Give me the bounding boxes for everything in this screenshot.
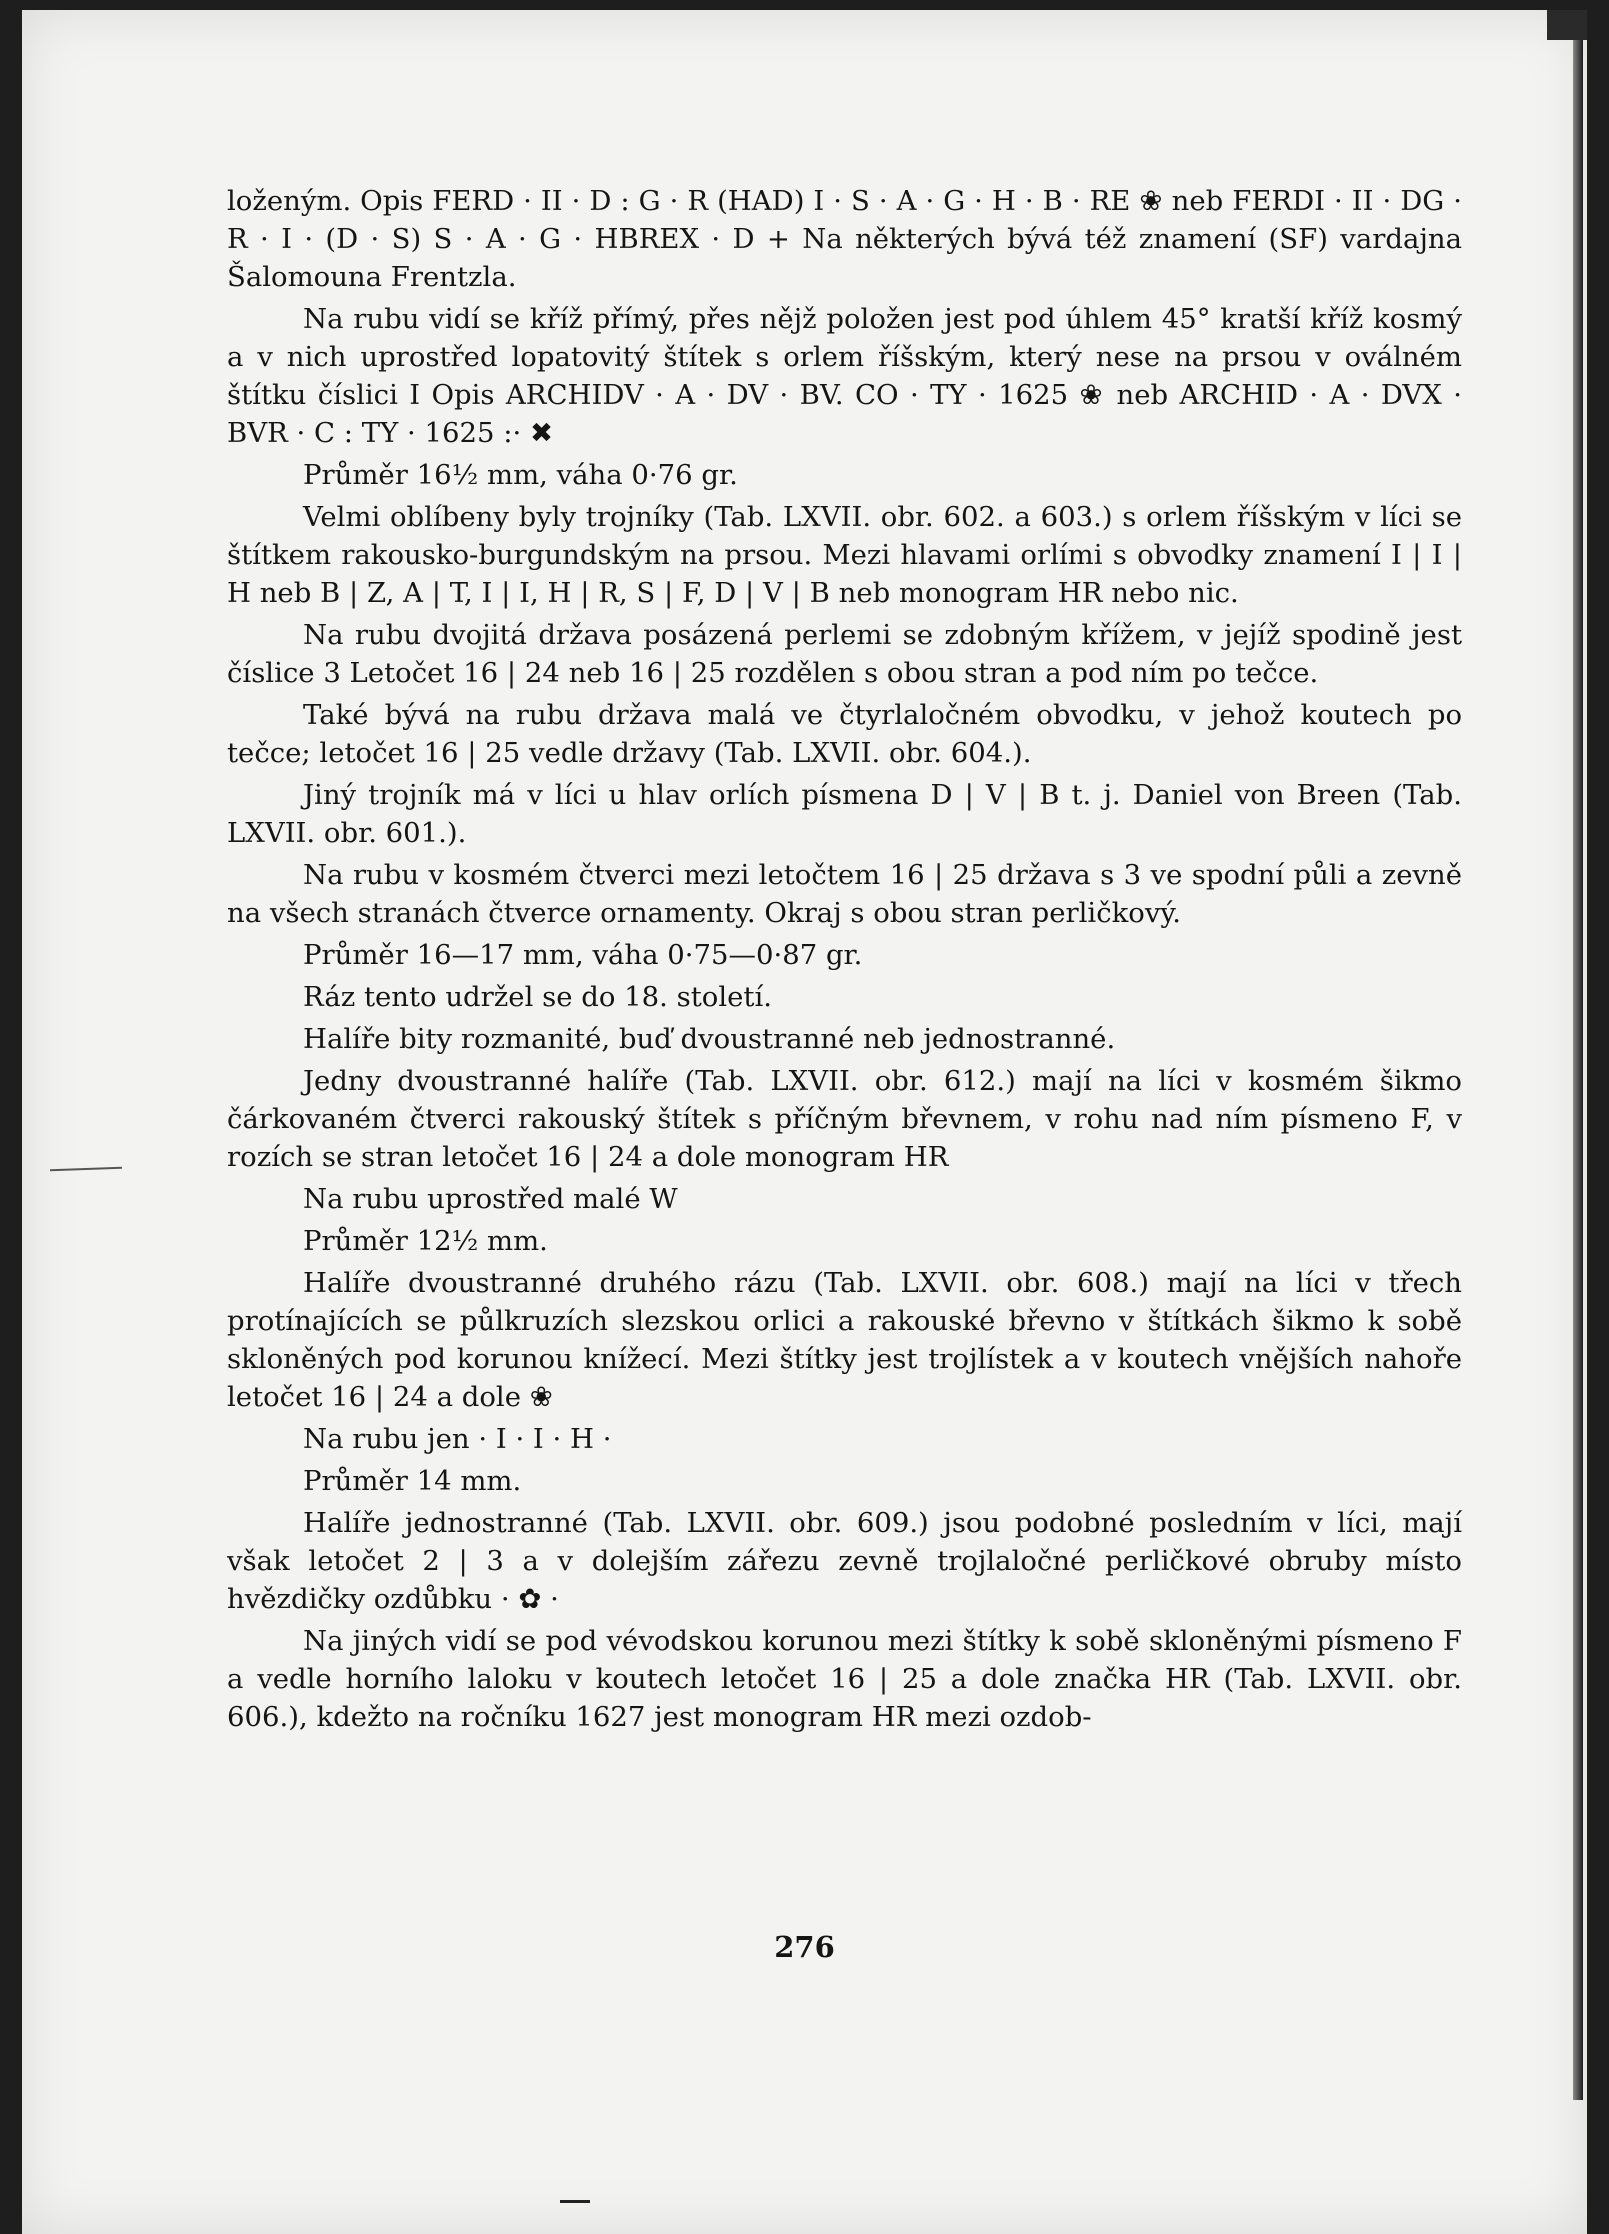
paragraph-6: Také bývá na rubu država malá ve čtyrlaločném obvodku, v jehož koutech po tečce; letočet 16 | 25 vedle državy (Tab. LXVII. obr. 604.). (227, 699, 1462, 769)
book-spine (1573, 40, 1583, 2100)
binding-shadow (1547, 10, 1587, 40)
paragraph-12: Jedny dvoustranné halíře (Tab. LXVII. obr. 612.) mají na líci v kosmém šikmo čárkovaném čtverci rakouský štítek s příčným břevnem, v rohu nad ním písmeno F, v rozích se stran letočet 16 | 24 a dole monogram HR (227, 1065, 1462, 1173)
paragraph-3: Průměr 16½ mm, váha 0·76 gr. (303, 459, 738, 491)
paragraph-14: Průměr 12½ mm. (303, 1225, 548, 1257)
body-text (227, 182, 1462, 1740)
bottom-mark (560, 2200, 590, 2203)
margin-mark (50, 1167, 122, 1172)
paragraph-15: Halíře dvoustranné druhého rázu (Tab. LXVII. obr. 608.) mají na líci v třech protínajících se půlkruzích slezskou orlici a rakouské břevno v štítkách šikmo k sobě skloněných pod korunou knížecí. Mezi štítky jest trojlístek a v koutech vnějších nahoře letočet 16 | 24 a dole ❀ (227, 1267, 1462, 1413)
paragraph-13: Na rubu uprostřed malé W (303, 1183, 678, 1215)
paragraph-9: Průměr 16—17 mm, váha 0·75—0·87 gr. (303, 939, 863, 971)
paragraph-8: Na rubu v kosmém čtverci mezi letočtem 16 | 25 država s 3 ve spodní půli a zevně na všech stranách čtverce ornamenty. Okraj s obou stran perličkový. (227, 859, 1462, 929)
page-number: 276 (774, 1930, 835, 1964)
paragraph-10: Ráz tento udržel se do 18. století. (303, 981, 772, 1013)
paragraph-17: Průměr 14 mm. (303, 1465, 522, 1497)
paragraph-18: Halíře jednostranné (Tab. LXVII. obr. 609.) jsou podobné posledním v líci, mají však letočet 2 | 3 a v dolejším zářezu zevně trojlaločné perličkové obruby místo hvězdičky ozdůbku · ✿ · (227, 1507, 1462, 1615)
paragraph-5: Na rubu dvojitá država posázená perlemi se zdobným křížem, v jejíž spodině jest číslice 3 Letočet 16 | 24 neb 16 | 25 rozdělen s obou stran a pod ním po tečce. (227, 619, 1462, 689)
paragraph-11: Halíře bity rozmanité, buď dvoustranné neb jednostranné. (303, 1023, 1116, 1055)
book-page (22, 10, 1587, 2234)
paragraph-2: Na rubu vidí se kříž přímý, přes nějž položen jest pod úhlem 45° kratší kříž kosmý a v nich uprostřed lopatovitý štítek s orlem říšským, který nese na prsou v oválném štítku číslici I Opis ARCHIDV · A · DV · BV. CO · TY · 1625 ❀ neb ARCHID · A · DVX · BVR · C : TY · 1625 :· ✖ (227, 303, 1462, 449)
paragraph-7: Jiný trojník má v líci u hlav orlích písmena D | V | B t. j. Daniel von Breen (Tab. LXVII. obr. 601.). (227, 779, 1462, 849)
paragraph-4: Velmi oblíbeny byly trojníky (Tab. LXVII. obr. 602. a 603.) s orlem říšským v líci se štítkem rakousko-burgundským na prsou. Mezi hlavami orlími s obvodky znamení I | I | H neb B | Z, A | T, I | I, H | R, S | F, D | V | B neb monogram HR nebo nic. (227, 501, 1462, 609)
paragraph-19: Na jiných vidí se pod vévodskou korunou mezi štítky k sobě skloněnými písmeno F a vedle horního laloku v koutech letočet 16 | 25 a dole značka HR (Tab. LXVII. obr. 606.), kdežto na ročníku 1627 jest monogram HR mezi ozdob- (227, 1625, 1462, 1733)
paragraph-1: loženým. Opis FERD · II · D : G · R (HAD) I · S · A · G · H · B · RE ❀ neb FERDI · II · DG · R · I · (D · S) S · A · G · HBREX · D + Na některých bývá též znamení (SF) vardajna Šalomouna Frentzla. (227, 185, 1462, 293)
paragraph-16: Na rubu jen · I · I · H · (303, 1423, 612, 1455)
